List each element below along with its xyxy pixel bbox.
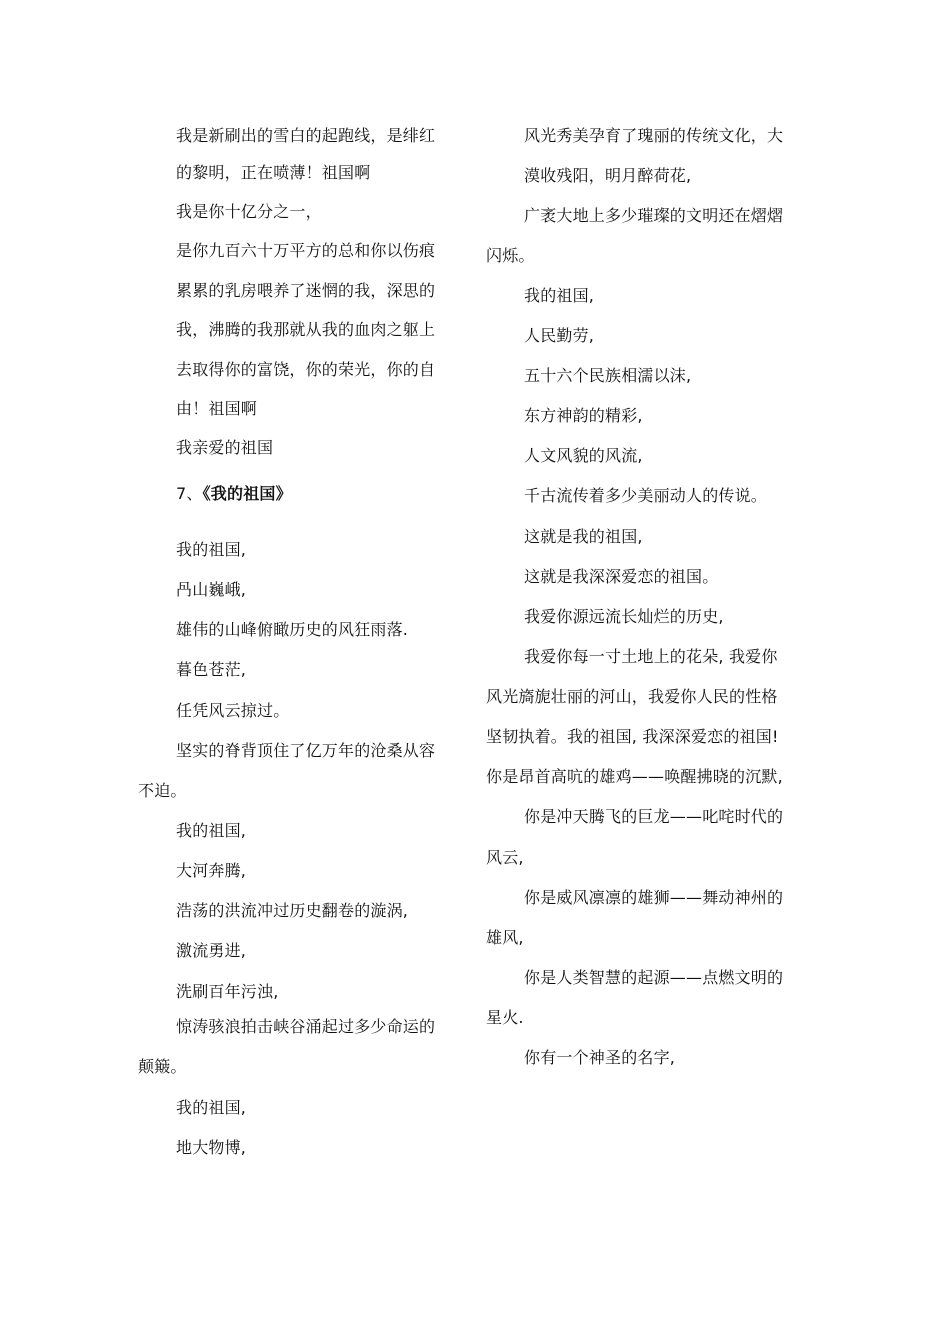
paragraph-line: 坚韧执着。我的祖国, 我深深爱恋的祖国!	[486, 727, 779, 746]
poem-line: 任凭风云掠过。	[176, 701, 290, 720]
paragraph-line: 去取得你的富饶，你的荣光，你的自	[176, 360, 436, 379]
poem-line: 我的祖国,	[176, 540, 247, 559]
poem-line: 我的祖国,	[176, 1098, 247, 1117]
paragraph-line: 雄风,	[486, 928, 524, 947]
paragraph-line: 我爱你源远流长灿烂的历史,	[524, 607, 724, 626]
paragraph-line: 东方神韵的精彩,	[524, 406, 643, 425]
poem-line: 暮色苍茫,	[176, 660, 247, 679]
paragraph-line: 人民勤劳,	[524, 326, 595, 345]
heading-number: 7、	[176, 484, 203, 503]
poem-line: 大河奔腾,	[176, 861, 247, 880]
paragraph-line: 人文风貌的风流,	[524, 446, 643, 465]
paragraph-line: 我的祖国,	[524, 286, 595, 305]
paragraph-line: 这就是我深深爱恋的祖国。	[524, 567, 719, 586]
poem-line: 浩荡的洪流冲过历史翻卷的漩涡,	[176, 901, 409, 920]
paragraph-line: 累累的乳房喂养了迷惘的我，深思的	[176, 281, 436, 300]
paragraph-line: 星火.	[486, 1008, 524, 1027]
paragraph-line: 广袤大地上多少璀璨的文明还在熠熠	[524, 206, 784, 225]
paragraph-line: 千古流传着多少美丽动人的传说。	[524, 486, 768, 505]
poem-line: 激流勇进,	[176, 941, 247, 960]
paragraph-line: 我是新刷出的雪白的起跑线，是绯红	[176, 126, 436, 145]
poem-line: 不迫。	[138, 781, 187, 800]
paragraph-line: 闪烁。	[486, 246, 535, 265]
paragraph-line: 这就是我的祖国,	[524, 527, 643, 546]
poem-line: 颠簸。	[138, 1057, 187, 1076]
paragraph-line: 漠收残阳，明月醉荷花,	[524, 166, 692, 185]
paragraph-line: 我爱你每一寸土地上的花朵, 我爱你	[524, 647, 778, 666]
section-heading	[176, 484, 292, 504]
paragraph-line: 由！祖国啊	[176, 399, 258, 418]
paragraph-line: 你是威风凛凛的雄狮——舞动神州的	[524, 888, 784, 907]
paragraph-line: 是你九百六十万平方的总和你以伤痕	[176, 241, 436, 260]
paragraph-line: 你是冲天腾飞的巨龙——叱咤时代的	[524, 807, 784, 826]
paragraph-line: 风光旖旎壮丽的河山，我爱你人民的性格	[486, 687, 778, 706]
paragraph-line: 我，沸腾的我那就从我的血肉之躯上	[176, 320, 436, 339]
paragraph-line: 的黎明，正在喷薄！祖国啊	[176, 163, 371, 182]
poem-line: 惊涛骇浪拍击峡谷涌起过多少命运的	[176, 1017, 436, 1036]
paragraph-line: 你是人类智慧的起源——点燃文明的	[524, 968, 784, 987]
poem-line: 冎山巍峨,	[176, 580, 247, 599]
paragraph-line: 我亲爱的祖国	[176, 438, 274, 457]
poem-line: 洗刷百年污浊,	[176, 982, 279, 1001]
poem-line: 坚实的脊背顶住了亿万年的沧桑从容	[176, 741, 436, 760]
paragraph-line: 五十六个民族相濡以沫,	[524, 366, 692, 385]
poem-line: 地大物博,	[176, 1138, 247, 1157]
paragraph-line: 你是昂首高吭的雄鸡——唤醒拂晓的沉默,	[486, 767, 783, 786]
poem-line: 我的祖国,	[176, 821, 247, 840]
paragraph-line: 我是你十亿分之一，	[176, 202, 322, 221]
paragraph-line: 风云,	[486, 848, 524, 867]
heading-title: 《我的祖国》	[202, 484, 292, 503]
paragraph-line: 风光秀美孕育了瑰丽的传统文化，大	[524, 126, 784, 145]
paragraph-line: 你有一个神圣的名字,	[524, 1048, 676, 1067]
poem-line: 雄伟的山峰俯瞰历史的风狂雨落.	[176, 620, 409, 639]
